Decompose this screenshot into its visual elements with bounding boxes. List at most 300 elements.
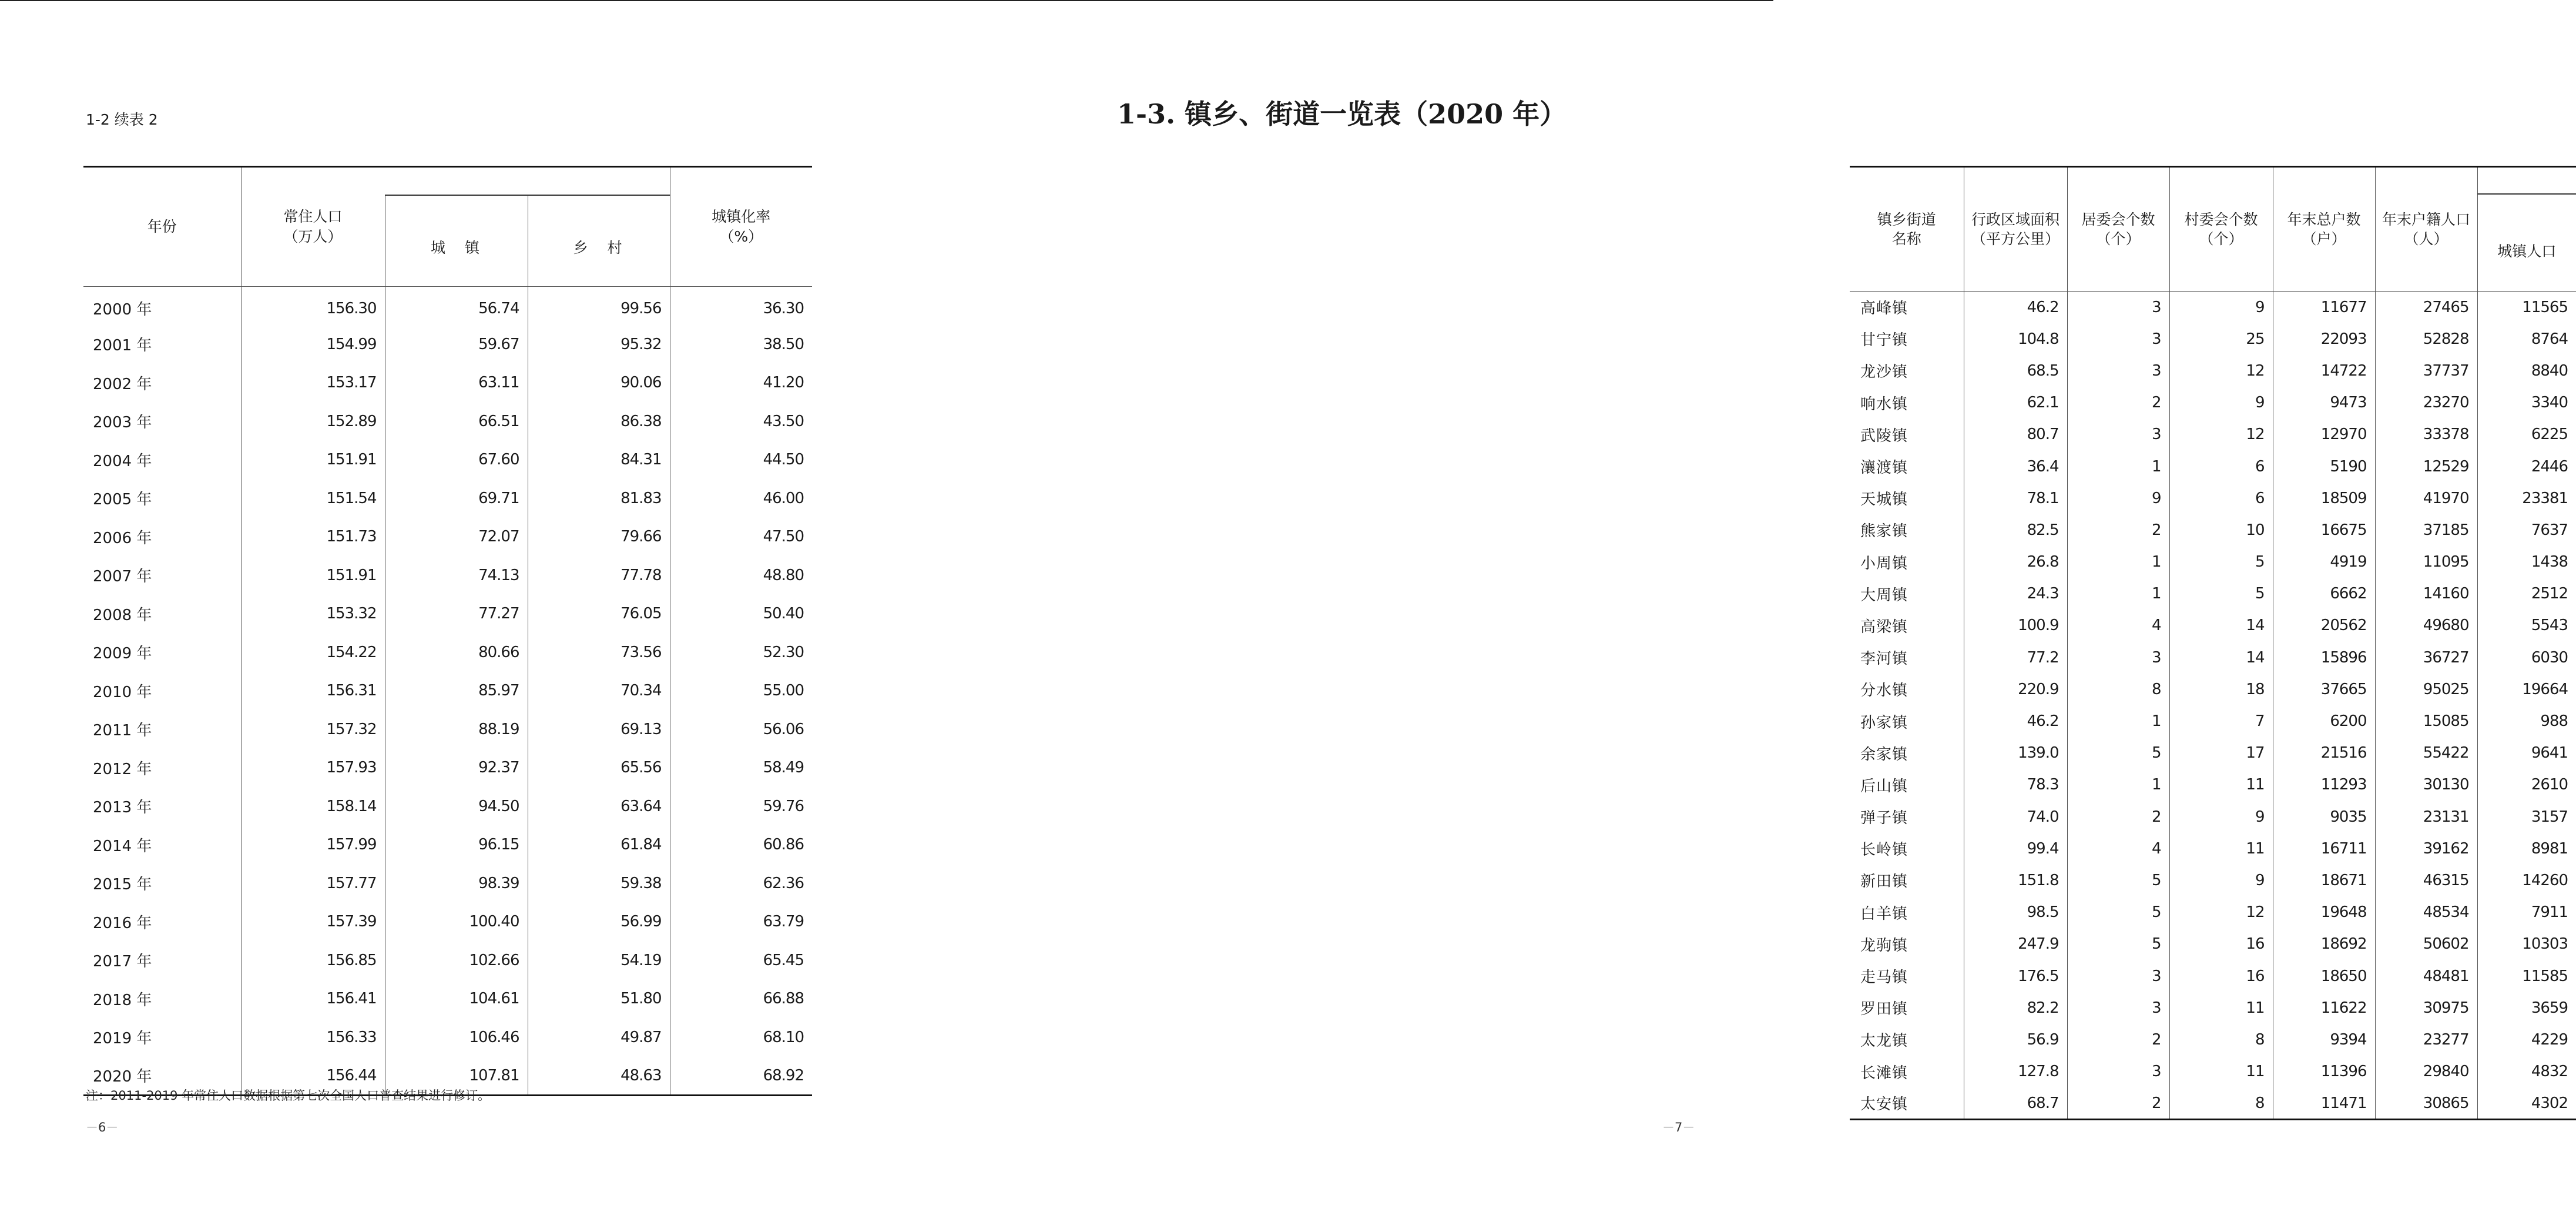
households-cell: 37665 [2273,674,2375,705]
resident-committees-cell: 1 [2067,769,2169,801]
permanent-population-cell: 157.77 [241,864,385,903]
village-committees-cell: 14 [2169,610,2273,641]
resident-committees-cell: 3 [2067,992,2169,1024]
township-name-cell: 余家镇 [1860,745,1908,764]
area-cell: 247.9 [1964,928,2067,960]
urbanization-rate-cell: 47.50 [670,518,812,557]
year-cell: 2004 年 [93,452,152,470]
area-cell: 82.2 [1964,992,2067,1024]
area-cell: 82.5 [1964,514,2067,546]
urban-population-cell: 106.46 [385,1018,528,1057]
rural-population-cell: 73.56 [528,633,670,672]
urbanization-rate-cell: 36.30 [670,287,812,326]
area-cell: 68.5 [1964,355,2067,387]
area-cell: 127.8 [1964,1056,2067,1087]
households-cell: 11622 [2273,992,2375,1024]
village-committees-cell: 7 [2169,705,2273,737]
registered-population-cell: 52828 [2375,323,2477,355]
year-cell: 2008 年 [93,606,152,624]
households-cell: 20562 [2273,610,2375,641]
registered-population-cell: 27465 [2375,292,2477,323]
village-committees-cell: 8 [2169,1024,2273,1056]
resident-committees-cell: 9 [2067,483,2169,514]
area-cell: 139.0 [1964,737,2067,769]
urbanization-rate-cell: 48.80 [670,556,812,595]
registered-population-cell: 46315 [2375,865,2477,896]
table-row [1850,833,2576,865]
registered-population-cell: 37737 [2375,355,2477,387]
table-row [83,941,812,980]
header-village-committees: 村委会个数 （个） [2169,167,2273,292]
village-committees-cell: 10 [2169,514,2273,546]
resident-committees-cell: 3 [2067,1056,2169,1087]
permanent-population-cell: 157.93 [241,749,385,788]
table-row [83,479,812,518]
households-cell: 9035 [2273,801,2375,833]
table-row [1850,1087,2576,1119]
village-committees-cell: 9 [2169,801,2273,833]
area-cell: 78.3 [1964,769,2067,801]
village-committees-cell: 17 [2169,737,2273,769]
households-cell: 16711 [2273,833,2375,865]
township-name-cell: 天城镇 [1860,491,1908,509]
resident-committees-cell: 2 [2067,1087,2169,1119]
permanent-population-cell: 157.39 [241,903,385,942]
area-cell: 68.7 [1964,1087,2067,1119]
table-row [1850,355,2576,387]
rural-population-cell: 99.56 [528,287,670,326]
table-row [1850,737,2576,769]
population-table [83,166,812,1096]
table-row [83,364,812,403]
township-name-cell: 响水镇 [1860,395,1908,413]
township-name-cell: 瀼渡镇 [1860,459,1908,477]
resident-committees-cell: 2 [2067,387,2169,418]
header-permanent-population: 常住人口 （万人） [241,167,385,287]
year-cell: 2001 年 [93,337,152,355]
year-cell: 2014 年 [93,837,152,855]
village-committees-cell: 5 [2169,578,2273,610]
village-committees-cell: 11 [2169,992,2273,1024]
households-cell: 6662 [2273,578,2375,610]
year-cell: 2007 年 [93,568,152,586]
urbanization-rate-cell: 58.49 [670,749,812,788]
permanent-population-cell: 156.41 [241,980,385,1019]
table-row [83,441,812,480]
township-name-cell: 太龙镇 [1860,1032,1908,1050]
table-row [1850,705,2576,737]
township-name-cell: 罗田镇 [1860,1000,1908,1019]
area-cell: 62.1 [1964,387,2067,418]
township-name-cell: 走马镇 [1860,969,1908,987]
table-row [1850,387,2576,418]
households-cell: 15896 [2273,642,2375,674]
rural-population-cell: 81.83 [528,479,670,518]
year-cell: 2000 年 [93,301,152,319]
area-cell: 26.8 [1964,546,2067,578]
resident-committees-cell: 3 [2067,418,2169,450]
urban-population-cell: 88.19 [385,710,528,749]
table-row [1850,1056,2576,1087]
rural-population-cell: 49.87 [528,1018,670,1057]
urban-population-cell: 85.97 [385,672,528,711]
township-table [1850,166,2576,1120]
resident-committees-cell: 5 [2067,896,2169,928]
left-page [0,0,887,1212]
households-cell: 11471 [2273,1087,2375,1119]
rural-population-cell: 59.38 [528,864,670,903]
population-table-body [83,287,812,1096]
households-cell: 9394 [2273,1024,2375,1056]
permanent-population-cell: 153.32 [241,595,385,634]
table-row [1850,418,2576,450]
table-row [1850,483,2576,514]
table-row [83,287,812,326]
township-name-cell: 龙沙镇 [1860,363,1908,381]
township-name-cell: 分水镇 [1860,682,1908,700]
registered-population-cell: 14160 [2375,578,2477,610]
urbanization-rate-cell: 60.86 [670,826,812,865]
urbanization-rate-cell: 38.50 [670,325,812,364]
table-row [1850,323,2576,355]
year-cell: 2009 年 [93,645,152,663]
township-name-cell: 弹子镇 [1860,809,1908,828]
table-row [83,672,812,711]
urban-population-cell: 77.27 [385,595,528,634]
registered-population-cell: 55422 [2375,737,2477,769]
resident-committees-cell: 1 [2067,705,2169,737]
urban-population-cell: 23381 [2477,483,2576,514]
households-cell: 22093 [2273,323,2375,355]
registered-population-cell: 36727 [2375,642,2477,674]
village-committees-cell: 11 [2169,833,2273,865]
page-number: －7－ [1662,1120,1695,1134]
urbanization-rate-cell: 52.30 [670,633,812,672]
urbanization-rate-cell: 68.10 [670,1018,812,1057]
resident-committees-cell: 3 [2067,642,2169,674]
area-cell: 104.8 [1964,323,2067,355]
urbanization-rate-cell: 41.20 [670,364,812,403]
township-name-cell: 太安镇 [1860,1096,1908,1114]
year-cell: 2010 年 [93,683,152,701]
township-table-body [1850,292,2576,1120]
urbanization-rate-cell: 56.06 [670,710,812,749]
households-cell: 18671 [2273,865,2375,896]
urban-population-cell: 11565 [2477,292,2576,323]
urban-population-cell: 94.50 [385,787,528,826]
rural-population-cell: 95.32 [528,325,670,364]
table-row [83,556,812,595]
page-number: －6－ [86,1120,119,1134]
rural-population-cell: 61.84 [528,826,670,865]
urban-population-cell: 9641 [2477,737,2576,769]
resident-committees-cell: 3 [2067,355,2169,387]
resident-committees-cell: 3 [2067,960,2169,992]
registered-population-cell: 12529 [2375,450,2477,482]
area-cell: 80.7 [1964,418,2067,450]
table-row [1850,960,2576,992]
permanent-population-cell: 156.30 [241,287,385,326]
urbanization-rate-cell: 59.76 [670,787,812,826]
table-row [83,864,812,903]
table-row [83,980,812,1019]
area-cell: 78.1 [1964,483,2067,514]
registered-population-cell: 39162 [2375,833,2477,865]
urban-population-cell: 8840 [2477,355,2576,387]
resident-committees-cell: 2 [2067,514,2169,546]
continued-table-label: 1-2 续表 2 [86,111,158,128]
year-cell: 2015 年 [93,876,152,894]
year-cell: 2003 年 [93,414,152,432]
village-committees-cell: 9 [2169,865,2273,896]
permanent-population-cell: 158.14 [241,787,385,826]
registered-population-cell: 37185 [2375,514,2477,546]
urban-population-cell: 7911 [2477,896,2576,928]
year-cell: 2013 年 [93,799,152,817]
registered-population-cell: 11095 [2375,546,2477,578]
urban-population-cell: 69.71 [385,479,528,518]
urbanization-rate-cell: 63.79 [670,903,812,942]
area-cell: 100.9 [1964,610,2067,641]
township-name-cell: 小周镇 [1860,554,1908,572]
urban-population-cell: 72.07 [385,518,528,557]
table-row [1850,578,2576,610]
township-name-cell: 孙家镇 [1860,714,1908,732]
permanent-population-cell: 154.99 [241,325,385,364]
rural-population-cell: 56.99 [528,903,670,942]
table-row [83,402,812,441]
urbanization-rate-cell: 66.88 [670,980,812,1019]
township-name-cell: 长滩镇 [1860,1064,1908,1082]
year-cell: 2016 年 [93,914,152,932]
year-cell: 2018 年 [93,991,152,1009]
households-cell: 18650 [2273,960,2375,992]
rural-population-cell: 54.19 [528,941,670,980]
urban-population-cell: 7637 [2477,514,2576,546]
urban-population-cell: 3340 [2477,387,2576,418]
area-cell: 77.2 [1964,642,2067,674]
table-row [83,633,812,672]
township-name-cell: 龙驹镇 [1860,936,1908,955]
resident-committees-cell: 1 [2067,578,2169,610]
area-cell: 220.9 [1964,674,2067,705]
urban-population-cell: 19664 [2477,674,2576,705]
permanent-population-cell: 156.31 [241,672,385,711]
township-name-cell: 长岭镇 [1860,841,1908,859]
urban-population-cell: 8981 [2477,833,2576,865]
urbanization-rate-cell: 50.40 [670,595,812,634]
area-cell: 176.5 [1964,960,2067,992]
table-row [1850,865,2576,896]
village-committees-cell: 6 [2169,483,2273,514]
resident-committees-cell: 4 [2067,610,2169,641]
township-name-cell: 武陵镇 [1860,427,1908,445]
registered-population-cell: 30975 [2375,992,2477,1024]
urban-population-cell: 100.40 [385,903,528,942]
year-cell: 2006 年 [93,529,152,547]
permanent-population-cell: 156.44 [241,1057,385,1096]
permanent-population-cell: 156.33 [241,1018,385,1057]
year-cell: 2020 年 [93,1068,152,1086]
households-cell: 18509 [2273,483,2375,514]
village-committees-cell: 11 [2169,769,2273,801]
table-row [1850,1024,2576,1056]
households-cell: 12970 [2273,418,2375,450]
resident-committees-cell: 4 [2067,833,2169,865]
village-committees-cell: 9 [2169,292,2273,323]
urban-population-cell: 2512 [2477,578,2576,610]
header-urbanization-rate: 城镇化率 （%） [670,167,812,287]
registered-population-cell: 95025 [2375,674,2477,705]
village-committees-cell: 11 [2169,1056,2273,1087]
village-committees-cell: 6 [2169,450,2273,482]
permanent-population-cell: 154.22 [241,633,385,672]
permanent-population-cell: 151.91 [241,556,385,595]
rural-population-cell: 86.38 [528,402,670,441]
permanent-population-cell: 156.85 [241,941,385,980]
urban-population-cell: 63.11 [385,364,528,403]
urban-population-cell: 8764 [2477,323,2576,355]
registered-population-cell: 23131 [2375,801,2477,833]
households-cell: 4919 [2273,546,2375,578]
village-committees-cell: 14 [2169,642,2273,674]
urban-population-cell: 6030 [2477,642,2576,674]
township-name-cell: 后山镇 [1860,777,1908,795]
urban-population-cell: 4832 [2477,1056,2576,1087]
rural-population-cell: 79.66 [528,518,670,557]
header-year: 年份 [147,218,177,235]
rural-population-cell: 51.80 [528,980,670,1019]
year-cell: 2017 年 [93,953,152,971]
urban-population-cell: 67.60 [385,441,528,480]
urban-population-cell: 11585 [2477,960,2576,992]
village-committees-cell: 9 [2169,387,2273,418]
village-committees-cell: 12 [2169,896,2273,928]
rural-population-cell: 77.78 [528,556,670,595]
urban-population-cell: 3659 [2477,992,2576,1024]
table-row [83,903,812,942]
registered-population-cell: 49680 [2375,610,2477,641]
table-row [83,710,812,749]
urban-population-cell: 5543 [2477,610,2576,641]
urban-population-cell: 102.66 [385,941,528,980]
table-row [1850,769,2576,801]
header-households: 年末总户数 （户） [2273,167,2375,292]
resident-committees-cell: 5 [2067,737,2169,769]
rural-population-cell: 84.31 [528,441,670,480]
resident-committees-cell: 5 [2067,928,2169,960]
permanent-population-cell: 157.32 [241,710,385,749]
urbanization-rate-cell: 44.50 [670,441,812,480]
permanent-population-cell: 157.99 [241,826,385,865]
table-row [83,787,812,826]
township-name-cell: 熊家镇 [1860,523,1908,541]
right-page [887,0,2568,1212]
village-committees-cell: 16 [2169,960,2273,992]
urbanization-rate-cell: 46.00 [670,479,812,518]
resident-committees-cell: 1 [2067,546,2169,578]
registered-population-cell: 41970 [2375,483,2477,514]
households-cell: 16675 [2273,514,2375,546]
urbanization-rate-cell: 55.00 [670,672,812,711]
header-registered-population: 年末户籍人口 （人） [2375,167,2477,292]
households-cell: 11396 [2273,1056,2375,1087]
table-row [1850,450,2576,482]
year-cell: 2011 年 [93,722,152,740]
table-row [1850,610,2576,641]
permanent-population-cell: 151.54 [241,479,385,518]
households-cell: 5190 [2273,450,2375,482]
households-cell: 9473 [2273,387,2375,418]
urban-population-cell: 56.74 [385,287,528,326]
township-name-cell: 高梁镇 [1860,618,1908,636]
village-committees-cell: 18 [2169,674,2273,705]
urban-population-cell: 104.61 [385,980,528,1019]
township-name-cell: 李河镇 [1860,650,1908,668]
area-cell: 36.4 [1964,450,2067,482]
resident-committees-cell: 2 [2067,801,2169,833]
header-resident-committees: 居委会个数 （个） [2067,167,2169,292]
urbanization-rate-cell: 43.50 [670,402,812,441]
urban-population-cell: 59.67 [385,325,528,364]
rural-population-cell: 63.64 [528,787,670,826]
households-cell: 18692 [2273,928,2375,960]
registered-population-cell: 33378 [2375,418,2477,450]
area-cell: 98.5 [1964,896,2067,928]
households-cell: 14722 [2273,355,2375,387]
permanent-population-cell: 151.91 [241,441,385,480]
resident-committees-cell: 5 [2067,865,2169,896]
urban-population-cell: 6225 [2477,418,2576,450]
permanent-population-cell: 152.89 [241,402,385,441]
urban-population-cell: 14260 [2477,865,2576,896]
area-cell: 46.2 [1964,292,2067,323]
township-name-cell: 新田镇 [1860,873,1908,891]
township-name-cell: 甘宁镇 [1860,332,1908,350]
households-cell: 19648 [2273,896,2375,928]
urbanization-rate-cell: 65.45 [670,941,812,980]
urban-population-cell: 2446 [2477,450,2576,482]
area-cell: 56.9 [1964,1024,2067,1056]
resident-committees-cell: 8 [2067,674,2169,705]
township-name-cell: 白羊镇 [1860,905,1908,923]
urban-population-cell: 2610 [2477,769,2576,801]
urban-population-cell: 92.37 [385,749,528,788]
year-cell: 2002 年 [93,375,152,393]
township-name-cell: 大周镇 [1860,586,1908,604]
urban-population-cell: 96.15 [385,826,528,865]
village-committees-cell: 8 [2169,1087,2273,1119]
urban-population-cell: 107.81 [385,1057,528,1096]
rural-population-cell: 69.13 [528,710,670,749]
households-cell: 6200 [2273,705,2375,737]
permanent-population-cell: 151.73 [241,518,385,557]
header-rural: 乡 村 [528,195,670,287]
header-urban-population: 城镇人口 [2477,194,2576,292]
table-row [1850,992,2576,1024]
table-row [1850,928,2576,960]
resident-committees-cell: 1 [2067,450,2169,482]
resident-committees-cell: 3 [2067,292,2169,323]
registered-population-cell: 29840 [2375,1056,2477,1087]
village-committees-cell: 12 [2169,418,2273,450]
registered-population-cell: 23270 [2375,387,2477,418]
urban-population-cell: 988 [2477,705,2576,737]
urban-population-cell: 66.51 [385,402,528,441]
registered-population-cell: 23277 [2375,1024,2477,1056]
urbanization-rate-cell: 62.36 [670,864,812,903]
township-name-cell: 高峰镇 [1860,300,1908,318]
